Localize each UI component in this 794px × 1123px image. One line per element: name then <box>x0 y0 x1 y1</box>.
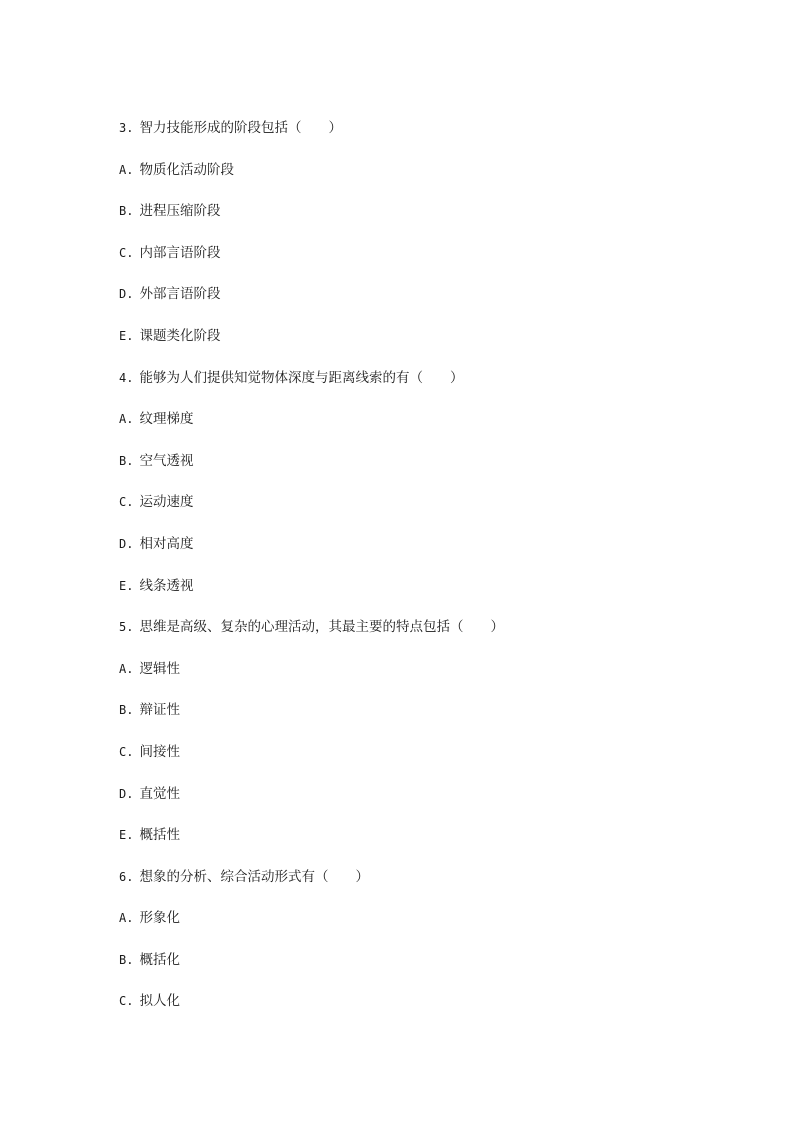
question-list <box>119 118 679 1033</box>
option-6b <box>119 950 679 992</box>
option-text: 直觉性 <box>139 785 180 802</box>
option-letter: C. <box>119 744 134 759</box>
option-3a <box>119 160 679 202</box>
option-4e <box>119 576 679 618</box>
option-6c <box>119 991 679 1033</box>
option-text: 内部言语阶段 <box>139 244 221 261</box>
option-text: 逻辑性 <box>139 660 180 677</box>
option-6a <box>119 908 679 950</box>
option-3b <box>119 201 679 243</box>
option-letter: E. <box>119 828 134 843</box>
question-text: 智力技能形成的阶段包括（ ） <box>139 120 342 136</box>
option-5c <box>119 742 679 784</box>
option-letter: D. <box>119 536 134 551</box>
option-5e <box>119 825 679 867</box>
option-text: 形象化 <box>139 910 180 927</box>
question-text: 想象的分析、综合活动形式有（ ） <box>139 868 369 885</box>
option-4b <box>119 451 679 493</box>
option-text: 运动速度 <box>139 494 194 511</box>
option-4d <box>119 534 679 576</box>
option-letter: D. <box>119 287 134 302</box>
option-text: 线条透视 <box>139 577 194 594</box>
option-letter: B. <box>119 703 134 718</box>
question-text: 能够为人们提供知觉物体深度与距离线索的有（ ） <box>139 369 464 386</box>
option-4c <box>119 492 679 534</box>
option-letter: A. <box>119 412 134 427</box>
option-letter: E. <box>119 578 134 593</box>
option-text: 概括化 <box>139 951 180 968</box>
option-text: 辩证性 <box>139 702 180 719</box>
question-number: 6. <box>119 869 134 884</box>
option-text: 间接性 <box>139 743 180 760</box>
option-text: 相对高度 <box>139 535 194 552</box>
question-number: 4. <box>119 370 134 385</box>
option-letter: A. <box>119 162 134 177</box>
option-3c <box>119 243 679 285</box>
option-text: 拟人化 <box>139 993 180 1010</box>
option-letter: B. <box>119 453 134 468</box>
question-number: 5. <box>119 620 134 635</box>
option-text: 课题类化阶段 <box>139 327 221 344</box>
option-letter: B. <box>119 952 134 967</box>
question-5 <box>119 617 679 659</box>
option-5a <box>119 659 679 701</box>
option-letter: A. <box>119 911 134 926</box>
question-text: 思维是高级、复杂的心理活动，其最主要的特点包括（ ） <box>139 619 504 636</box>
option-3d <box>119 284 679 326</box>
question-3 <box>119 118 679 160</box>
option-3e <box>119 326 679 368</box>
question-4 <box>119 368 679 410</box>
option-5d <box>119 784 679 826</box>
option-text: 进程压缩阶段 <box>139 203 221 220</box>
question-number: 3. <box>119 121 134 135</box>
question-6 <box>119 867 679 909</box>
option-letter: D. <box>119 786 134 801</box>
option-letter: C. <box>119 994 134 1009</box>
option-text: 物质化活动阶段 <box>139 161 234 178</box>
option-letter: E. <box>119 328 134 343</box>
option-text: 外部言语阶段 <box>139 286 221 303</box>
option-letter: A. <box>119 661 134 676</box>
option-letter: C. <box>119 245 134 260</box>
option-letter: B. <box>119 204 134 219</box>
option-4a <box>119 409 679 451</box>
option-5b <box>119 700 679 742</box>
option-text: 纹理梯度 <box>139 411 194 428</box>
option-letter: C. <box>119 495 134 510</box>
option-text: 概括性 <box>139 827 180 844</box>
option-text: 空气透视 <box>139 452 194 469</box>
